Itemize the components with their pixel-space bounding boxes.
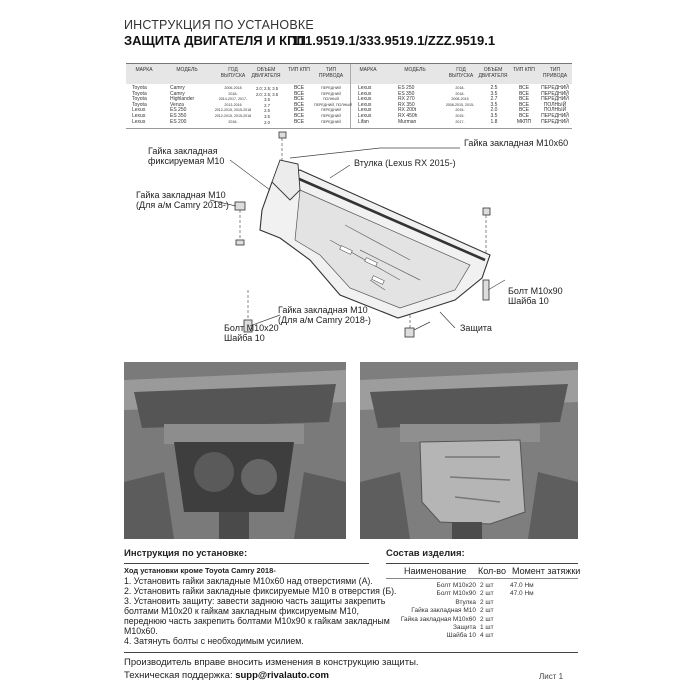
table-divider xyxy=(350,64,351,128)
table-cell: 2.0 xyxy=(490,107,498,114)
table-cell: Lexus xyxy=(358,101,372,108)
table-cell: Highlander xyxy=(170,96,195,103)
col-brand-left xyxy=(132,86,166,125)
table-cell: ВСЕ xyxy=(518,101,530,108)
support-label: Техническая поддержка: xyxy=(124,670,233,681)
table-cell: 2015- xyxy=(455,108,465,113)
table-cell: Toyota xyxy=(132,90,147,97)
table-cell: ВСЕ xyxy=(293,85,305,91)
th-brand-right: МАРКА xyxy=(359,67,377,73)
table-cell: RX 270 xyxy=(398,96,415,103)
compatibility-table xyxy=(126,63,572,129)
label-bushing: Втулка (Lexus RX 2015-) xyxy=(354,158,456,168)
table-cell: 3.5 xyxy=(490,90,498,97)
table-cell: ВСЕ xyxy=(518,85,530,91)
th-drive-right: ТИП ПРИВОДА xyxy=(542,67,568,79)
document-title: ЗАЩИТА ДВИГАТЕЛЯ И КПП xyxy=(124,33,306,48)
table-cell: 3.5 xyxy=(264,97,270,103)
component-qty: 2 шт xyxy=(480,590,494,598)
table-cell: ВСЕ xyxy=(518,112,530,119)
th-year-left: ГОД ВЫПУСКА xyxy=(220,67,246,79)
table-cell: Murman xyxy=(398,118,417,125)
table-cell: Lexus xyxy=(358,90,372,97)
table-cell: ES 350 xyxy=(170,112,187,119)
table-cell: 3.5 xyxy=(490,112,498,119)
component-qty: 4 шт xyxy=(480,632,494,640)
table-cell: 2008-2015, 2015- xyxy=(445,102,475,107)
table-cell: ПЕРЕДНИЙ xyxy=(321,86,341,90)
table-cell: 1.8 xyxy=(490,118,498,125)
table-cell: ВСЕ xyxy=(293,118,305,125)
photo-before-install xyxy=(124,362,346,539)
col-drive-right xyxy=(538,86,572,125)
footer-disclaimer: Производитель вправе вносить изменения в конструкцию защиты. xyxy=(124,657,419,668)
col-engine-left xyxy=(252,86,282,125)
table-cell: ES 250 xyxy=(398,85,415,91)
table-cell: Toyota xyxy=(132,101,147,108)
table-cell: Lexus xyxy=(358,112,372,119)
table-cell: 2006-2018 xyxy=(224,86,242,90)
th-kpp-right: ТИП КПП xyxy=(513,67,535,73)
table-cell: ПОЛНЫЙ xyxy=(322,97,340,102)
th-model-left: МОДЕЛЬ xyxy=(176,67,198,73)
table-cell: ES 350 xyxy=(398,90,415,97)
table-cell: ПЕРЕДНИЙ xyxy=(541,90,569,97)
col-year-right xyxy=(440,86,480,125)
table-cell: ПЕРЕДНИЙ xyxy=(541,85,569,91)
table-cell: ПЕРЕДНИЙ xyxy=(321,91,341,96)
table-cell: 2014-2017, 2017- xyxy=(218,97,248,102)
component-torque: 47.0 Нм xyxy=(510,590,534,598)
instruction-step-3: 3. Установить защиту: завести заднюю часть защиты закрепить xyxy=(124,596,386,606)
table-cell: ВСЕ xyxy=(293,112,305,119)
table-cell: ПЕРЕДНИЙ, ПОЛНЫЙ xyxy=(314,102,353,107)
table-cell: ПЕРЕДНИЙ xyxy=(541,112,569,119)
table-cell: ПОЛНЫЙ xyxy=(543,101,567,108)
component-torque: 47.0 Нм xyxy=(510,582,534,589)
table-cell: 2012-2015, 2015-2018 xyxy=(214,108,252,113)
label-bolt-m10x90: Болт М10х90 Шайба 10 xyxy=(508,286,563,306)
instruction-step-3-cont-3: М10х60. xyxy=(124,626,158,636)
sheet-number: Лист 1 xyxy=(539,672,564,681)
table-cell: Venza xyxy=(170,101,184,108)
instruction-step-3-cont-2: переднюю часть закрепить болтами М10х90 к гайкам закладным xyxy=(124,616,390,626)
table-cell: ВСЕ xyxy=(518,107,530,114)
component-qty: 2 шт xyxy=(480,607,494,615)
table-cell: 2.5 xyxy=(264,108,270,114)
table-cell: 2.5 xyxy=(490,85,498,91)
table-cell: МКПП xyxy=(516,118,532,125)
col-model-right xyxy=(398,86,442,125)
table-cell: ПЕРЕДНИЙ xyxy=(321,113,341,118)
th-engine-left: ОБЪЕМ ДВИГАТЕЛЯ xyxy=(251,67,281,79)
components-header-qty: Кол-во xyxy=(478,566,506,576)
component-name: Болт М10х20 xyxy=(436,582,476,589)
table-cell: RX 450h xyxy=(398,112,418,119)
label-fixed-nut: Гайка закладная фиксируемая М10 xyxy=(148,146,225,166)
instruction-step-3-cont-1: болтами М10х20 к гайкам закладным фиксируемым М10, xyxy=(124,606,359,616)
table-cell: 3.5 xyxy=(264,113,270,119)
table-cell: Lifan xyxy=(358,118,369,125)
table-cell: ВСЕ xyxy=(293,107,305,114)
label-nut-m10x60: Гайка закладная М10х60 xyxy=(464,138,569,148)
table-cell: ПОЛНЫЙ xyxy=(543,107,567,114)
table-cell: 2015- xyxy=(455,113,465,118)
table-cell: 2017- xyxy=(455,119,465,124)
instruction-step-1: 1. Установить гайки закладные М10х60 над отверстиями (А). xyxy=(124,576,373,586)
table-cell: 2.0; 2.5; 3.5 xyxy=(255,91,279,97)
table-cell: Camry xyxy=(170,85,185,91)
instruction-step-2: 2. Установить гайки закладные фиксируемые М10 в отверстия (Б). xyxy=(124,586,397,596)
label-bolt-m10x20: Болт М10х20 Шайба 10 xyxy=(224,323,279,343)
table-cell: ПЕРЕДНИЙ xyxy=(321,108,341,113)
table-cell: Camry xyxy=(170,90,185,97)
table-cell: RX 200t xyxy=(398,107,417,114)
col-kpp-right xyxy=(511,86,537,125)
table-cell: Toyota xyxy=(132,85,147,91)
col-drive-left xyxy=(314,86,353,125)
components-header-rule xyxy=(386,578,578,579)
component-name: Защита xyxy=(452,624,476,631)
instructions-title: Инструкция по установке: xyxy=(124,548,248,559)
table-cell: Lexus xyxy=(358,107,372,114)
table-cell: 2018- xyxy=(455,86,465,90)
table-cell: 2018- xyxy=(228,91,238,96)
col-model-left xyxy=(170,86,214,125)
col-kpp-left xyxy=(286,86,312,125)
component-name: Гайка закладная М10 xyxy=(411,607,476,615)
component-name: Гайка закладная М10х60 xyxy=(400,615,476,623)
th-engine-right: ОБЪЕМ ДВИГАТЕЛЯ xyxy=(478,67,508,79)
col-brand-right xyxy=(358,86,392,125)
table-cell: ES 200 xyxy=(170,118,187,125)
table-cell: 2.0; 2.5; 3.5 xyxy=(255,86,279,91)
component-qty: 2 шт xyxy=(480,615,494,623)
label-protection: Защита xyxy=(460,323,492,333)
photo-after-install xyxy=(360,362,578,539)
table-cell: ПЕРЕДНИЙ xyxy=(541,96,569,103)
components-header-torque: Момент затяжки xyxy=(512,566,581,576)
footer-support xyxy=(124,670,329,681)
th-kpp-left: ТИП КПП xyxy=(288,67,310,73)
support-email[interactable]: supp@rivalauto.com xyxy=(235,670,329,681)
table-cell: ВСЕ xyxy=(293,96,305,103)
components-title: Состав изделия: xyxy=(386,548,465,559)
instruction-step-4: 4. Затянуть болты с необходимым усилием. xyxy=(124,636,304,646)
table-cell: RX 350 xyxy=(398,101,415,108)
table-cell: 2018- xyxy=(455,91,465,96)
table-cell: 2.0 xyxy=(264,119,270,125)
component-qty: 2 шт xyxy=(480,598,494,606)
col-year-left xyxy=(212,86,254,125)
components-header-name: Наименование xyxy=(404,566,467,576)
table-cell: Lexus xyxy=(132,118,146,125)
table-cell: Lexus xyxy=(358,85,372,91)
table-cell: ПЕРЕДНИЙ xyxy=(541,118,569,125)
instructions-subtitle: Ход установки кроме Toyota Camry 2018- xyxy=(124,566,276,575)
component-name: Шайба 10 xyxy=(446,632,476,640)
table-cell: Lexus xyxy=(358,96,372,103)
table-cell: 2.7 xyxy=(264,102,270,108)
table-cell: 2013-2016 xyxy=(224,102,242,107)
components-rule xyxy=(386,563,578,564)
table-cell: Lexus xyxy=(132,112,146,119)
table-cell: ПЕРЕДНИЙ xyxy=(321,119,341,124)
document-subtitle: ИНСТРУКЦИЯ ПО УСТАНОВКЕ xyxy=(124,18,314,32)
label-nut-camry: Гайка закладная М10 (Для а/м Camry 2018-) xyxy=(136,190,229,210)
table-cell: 3.5 xyxy=(490,101,498,108)
table-cell: Toyota xyxy=(132,96,147,103)
table-cell: 2018- xyxy=(228,119,238,124)
table-cell: 2012-2015, 2015-2018 xyxy=(214,113,252,118)
label-nut-camry-bottom: Гайка закладная М10 (Для а/м Camry 2018-) xyxy=(278,305,371,325)
table-cell: ВСЕ xyxy=(518,96,530,103)
th-drive-left: ТИП ПРИВОДА xyxy=(318,67,344,79)
th-year-right: ГОД ВЫПУСКА xyxy=(448,67,474,79)
table-cell: ВСЕ xyxy=(518,90,530,97)
component-qty: 1 шт xyxy=(480,624,494,631)
product-codes: 111.9519.1/333.9519.1/ZZZ.9519.1 xyxy=(292,33,496,48)
table-cell: Lexus xyxy=(132,107,146,114)
table-cell: 2008-2015 xyxy=(451,97,469,102)
component-qty: 2 шт xyxy=(480,582,494,589)
th-brand-left: МАРКА xyxy=(135,67,153,73)
table-cell: ES 250 xyxy=(170,107,187,114)
footer-rule xyxy=(124,652,578,653)
component-name: Болт М10х90 xyxy=(436,590,476,598)
table-cell: 2.7 xyxy=(490,96,498,103)
component-name: Втулка xyxy=(455,598,476,606)
th-model-right: МОДЕЛЬ xyxy=(404,67,426,73)
col-engine-right xyxy=(480,86,508,125)
table-cell: ВСЕ xyxy=(293,101,305,108)
table-cell: ВСЕ xyxy=(293,90,305,97)
instructions-rule xyxy=(124,563,369,564)
